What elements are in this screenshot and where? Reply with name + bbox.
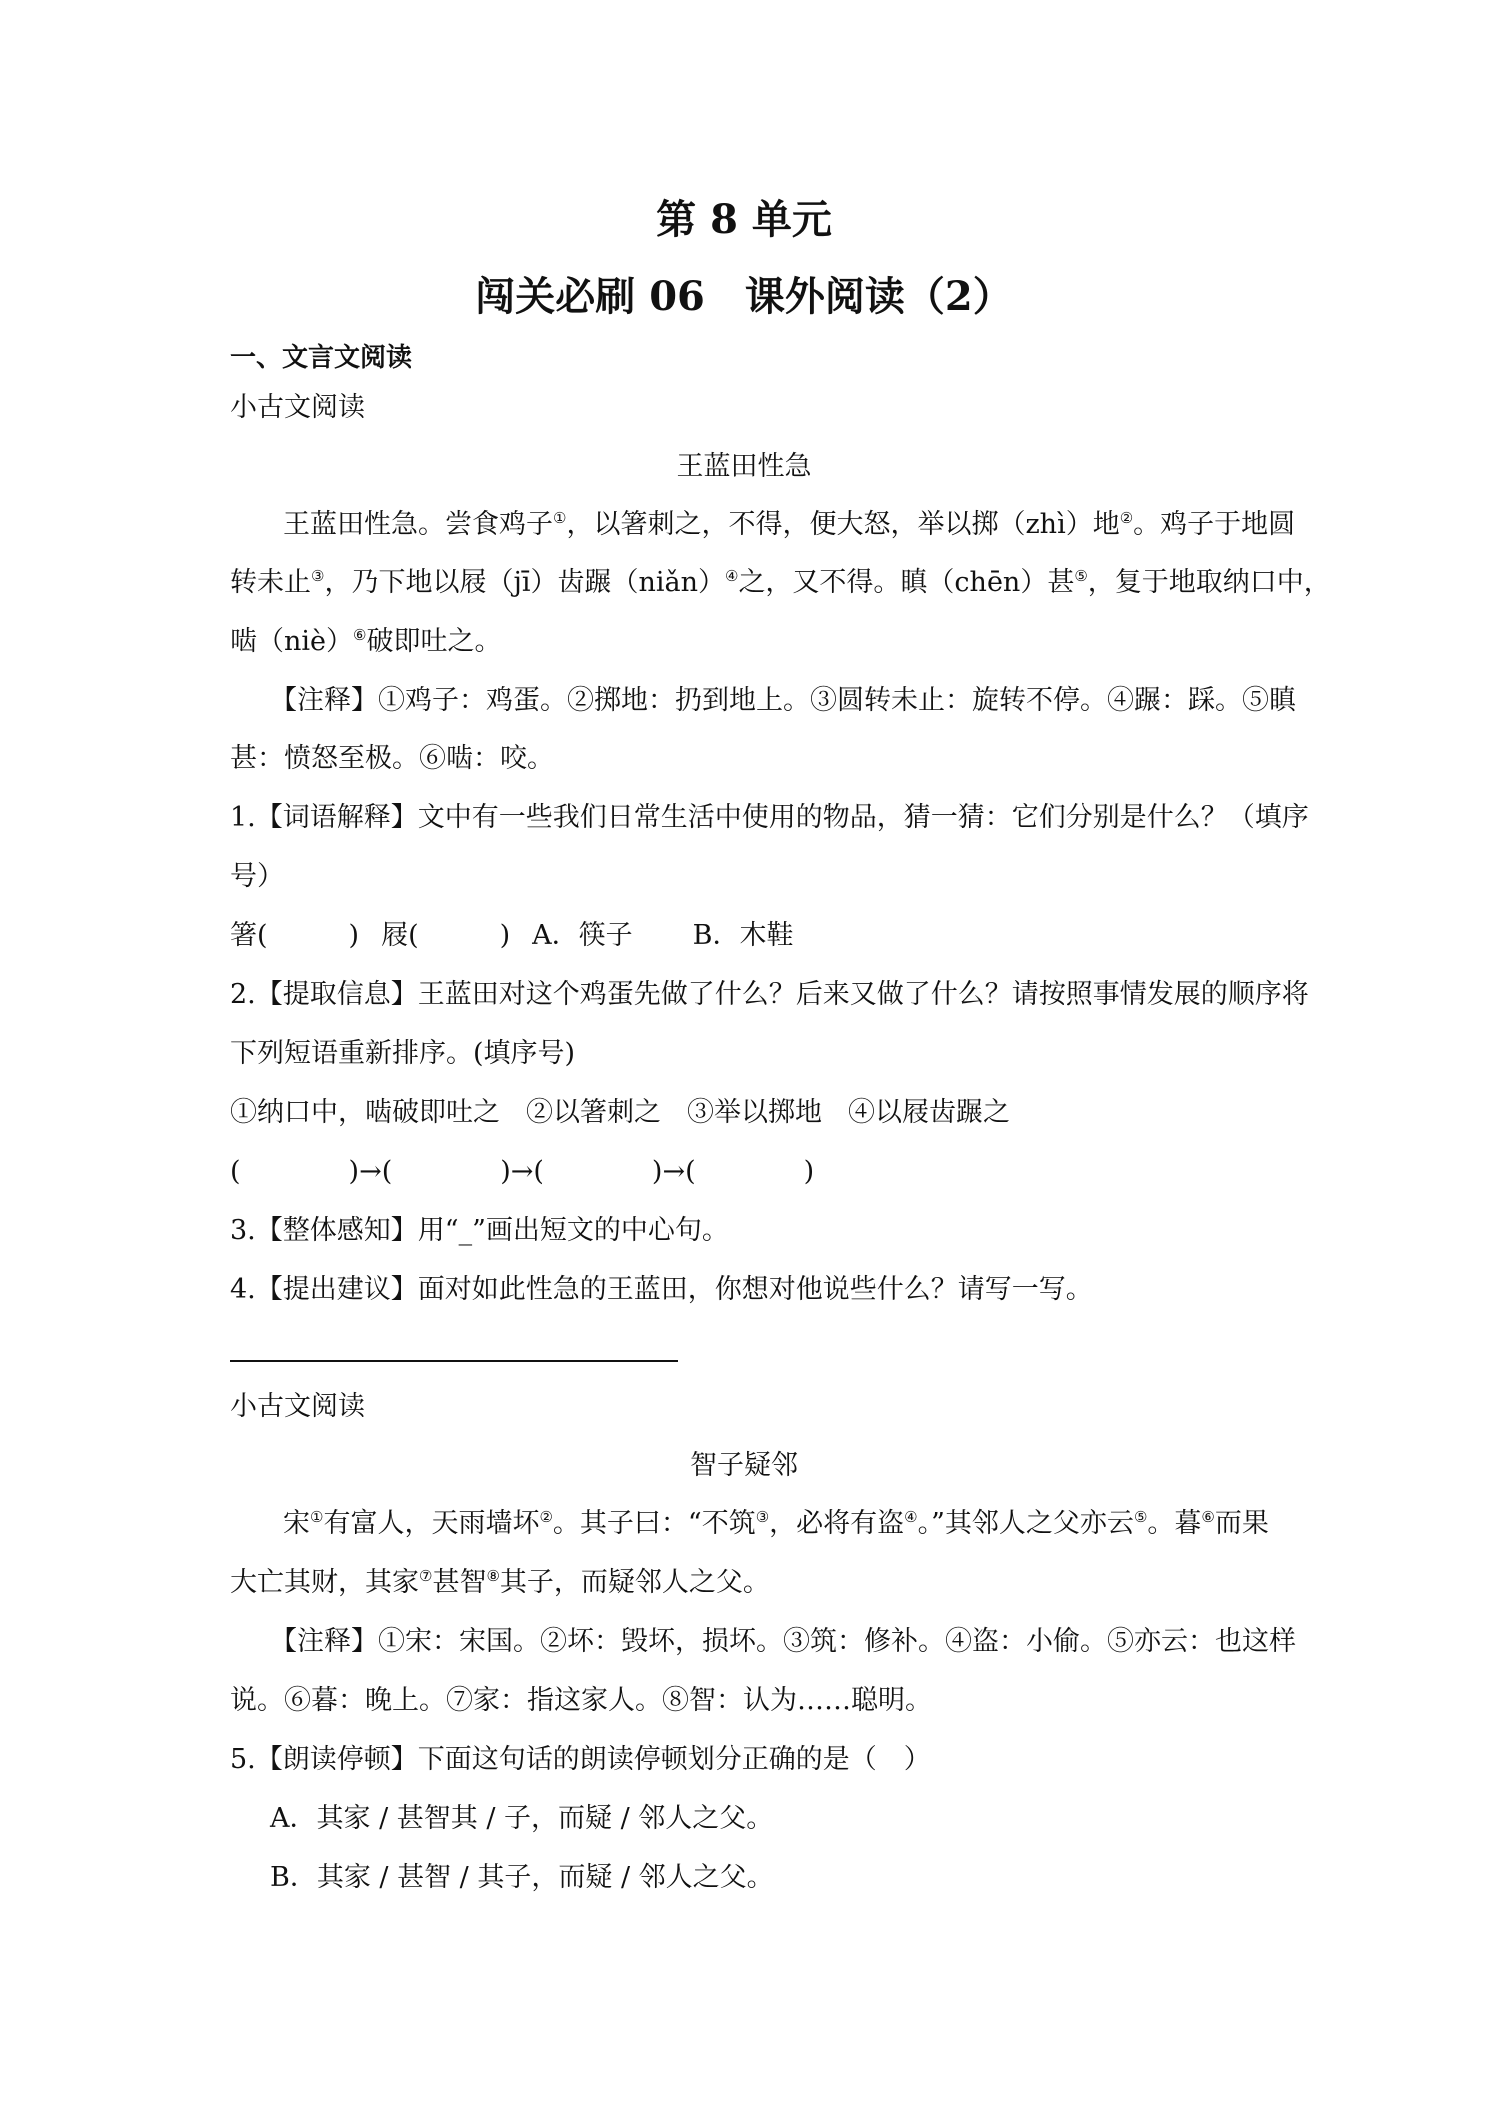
question-2-line1: 2.【提取信息】王蓝田对这个鸡蛋先做了什么？后来又做了什么？请按照事情发展的顺序将 (230, 979, 1309, 1010)
question-2-answer-blanks[interactable]: ( )→( )→( )→( ) (230, 1156, 815, 1187)
passage1-line1: 王蓝田性急。尝食鸡子①，以箸刺之，不得，便大怒，举以掷（zhì）地②。鸡子于地圆 (283, 509, 1296, 540)
passage2-label: 小古文阅读 (230, 1391, 365, 1422)
passage1-title: 王蓝田性急 (676, 451, 812, 482)
passage1-line3: 啮（niè）⑥破即吐之。 (230, 626, 502, 657)
question-3: 3.【整体感知】用“_”画出短文的中心句。 (230, 1215, 729, 1246)
lesson-title: 闯关必刷 06 课外阅读（2） (475, 273, 1013, 320)
question-5-option-b[interactable]: B．其家 / 甚智 / 其子，而疑 / 邻人之父。 (270, 1862, 774, 1893)
q1-option-a: A．筷子 (532, 920, 633, 951)
question-2-line2: 下列短语重新排序。(填序号) (230, 1038, 576, 1069)
question-5: 5.【朗读停顿】下面这句话的朗读停顿划分正确的是（ ） (230, 1744, 931, 1775)
q1-option-b: B．木鞋 (692, 920, 794, 951)
q1-blank-zhu[interactable]: 箸( ) (230, 920, 360, 951)
unit-title: 第 8 单元 (656, 196, 832, 243)
passage1-line2: 转未止③，乃下地以屐（jī）齿蹍（niǎn）④之，又不得。瞋（chēn）甚⑤，复于地取纳口中， (230, 567, 1331, 598)
question-5-option-a[interactable]: A．其家 / 甚智其 / 子，而疑 / 邻人之父。 (270, 1803, 774, 1834)
question-1-blanks (230, 918, 794, 954)
question-1-line2: 号） (230, 861, 284, 892)
passage2-line1: 宋①有富人，天雨墙坏②。其子曰：“不筑③，必将有盗④。”其邻人之父亦云⑤。暮⑥而果 (283, 1508, 1269, 1539)
question-2-items: ①纳口中，啮破即吐之 ②以箸刺之 ③举以掷地 ④以屐齿蹍之 (230, 1097, 1010, 1128)
section-heading: 一、文言文阅读 (230, 343, 413, 373)
q1-blank-ji[interactable]: 屐( ) (381, 920, 511, 951)
passage2-notes-line1: 【注释】①宋：宋国。②坏：毁坏，损坏。③筑：修补。④盗：小偷。⑤亦云：也这样 (270, 1626, 1296, 1657)
passage1-label: 小古文阅读 (230, 392, 365, 423)
question-4: 4.【提出建议】面对如此性急的王蓝田，你想对他说些什么？请写一写。 (230, 1274, 1093, 1305)
answer-line[interactable] (230, 1360, 678, 1362)
question-1-line1: 1.【词语解释】文中有一些我们日常生活中使用的物品，猜一猜：它们分别是什么？（填序 (230, 802, 1309, 833)
passage2-title: 智子疑邻 (690, 1450, 798, 1481)
passage1-notes-line2: 甚：愤怒至极。⑥啮：咬。 (230, 743, 554, 774)
passage1-notes-line1: 【注释】①鸡子：鸡蛋。②掷地：扔到地上。③圆转未止：旋转不停。④蹍：踩。⑤瞋 (270, 685, 1296, 716)
passage2-line2: 大亡其财，其家⑦甚智⑧其子，而疑邻人之父。 (230, 1567, 770, 1598)
passage2-notes-line2: 说。⑥暮：晚上。⑦家：指这家人。⑧智：认为……聪明。 (230, 1685, 932, 1716)
